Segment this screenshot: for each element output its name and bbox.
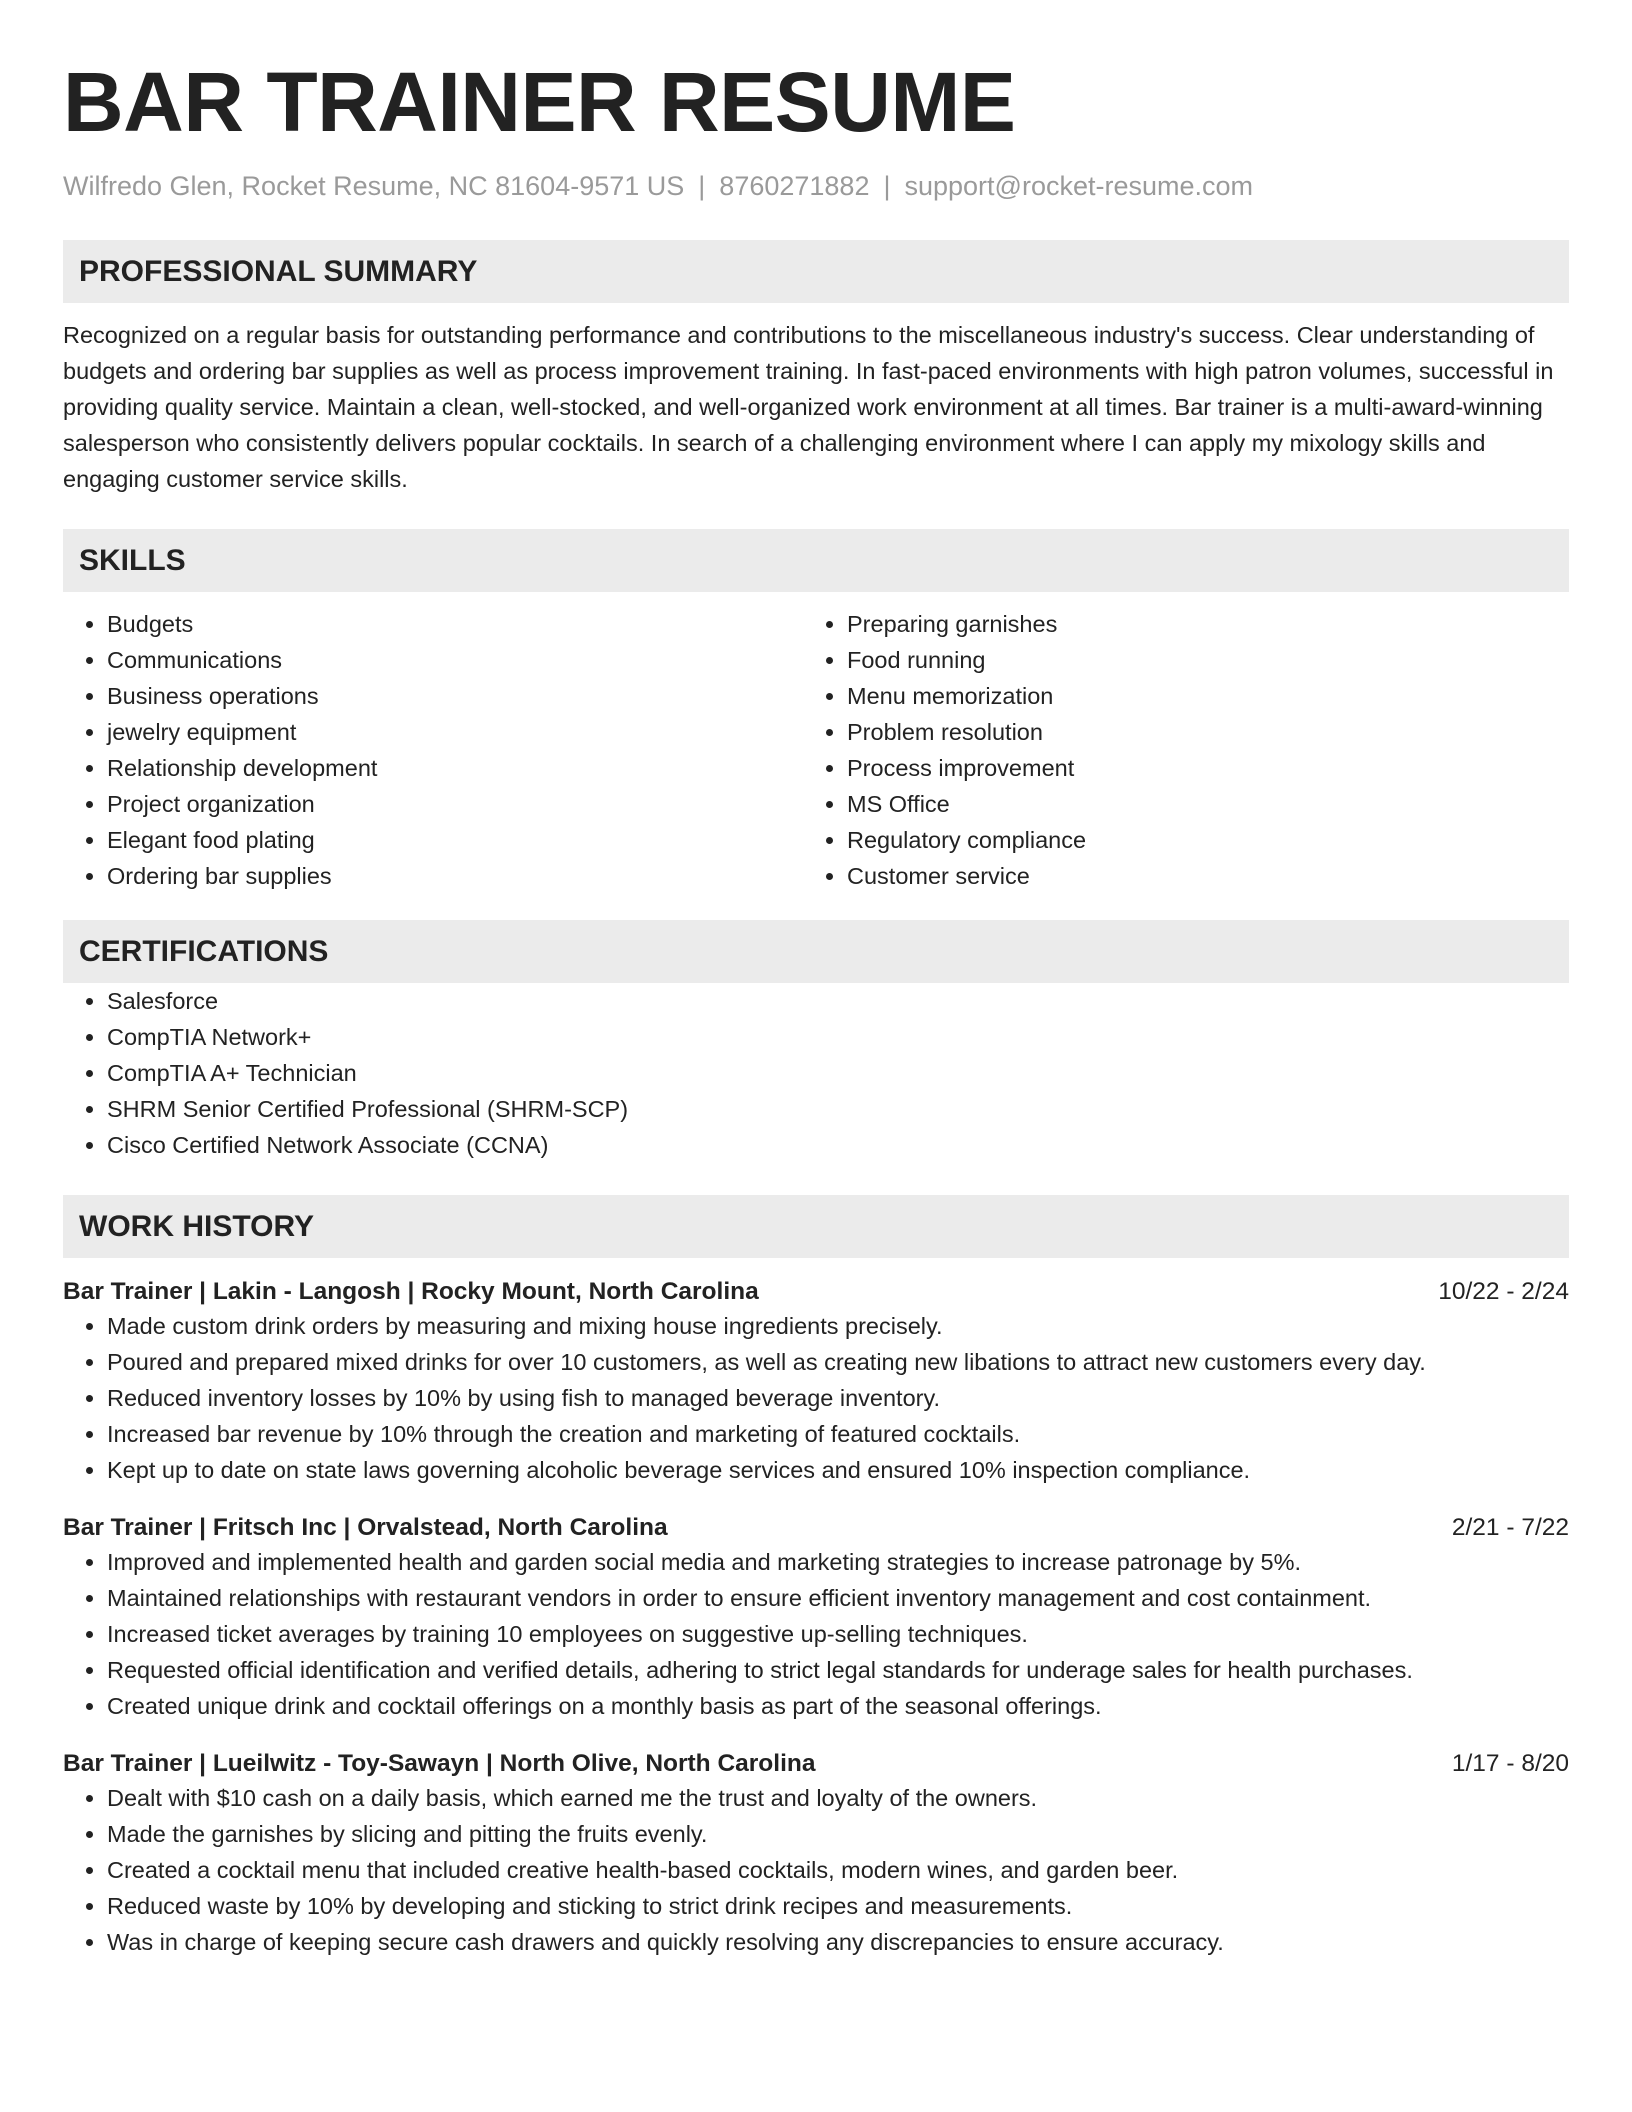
job-bullet: • Reduced inventory losses by 10% by using fish to managed beverage inventory. bbox=[107, 1380, 1569, 1416]
skill-item: • Budgets bbox=[107, 606, 803, 642]
job-bullet: • Created a cocktail menu that included creative health-based cocktails, modern wines, and garden beer. bbox=[107, 1852, 1569, 1888]
skill-item: • Elegant food plating bbox=[107, 822, 803, 858]
job-dates: 2/21 - 7/22 bbox=[1451, 1514, 1569, 1541]
certification-item: • CompTIA A+ Technician bbox=[107, 1055, 1569, 1091]
job-bullet: • Kept up to date on state laws governing alcoholic beverage services and ensured 10% inspection compliance. bbox=[107, 1452, 1569, 1488]
certification-item: • CompTIA Network+ bbox=[107, 1019, 1569, 1055]
skill-item: • Project organization bbox=[107, 786, 803, 822]
skill-item: • Communications bbox=[107, 642, 803, 678]
skill-item: • Problem resolution bbox=[847, 714, 1543, 750]
resume-title: BAR TRAINER RESUME bbox=[63, 55, 1016, 149]
job-title: Bar Trainer | Fritsch Inc | Orvalstead, North Carolina bbox=[63, 1514, 668, 1541]
job-entry bbox=[63, 1748, 1569, 1960]
job-bullet-list bbox=[63, 1544, 1569, 1724]
contact-separator: | bbox=[883, 171, 891, 201]
job-entry bbox=[63, 1512, 1569, 1724]
summary-text: Recognized on a regular basis for outstanding performance and contributions to the miscellaneous industry's success. Clear understanding of budgets and ordering bar supplies as well as process improvement training. In fast-paced environments with high patron volumes, successful in providing quality service. Maintain a clean, well-stocked, and well-organized work environment at all times. Bar trainer is a multi-award-winning salesperson who consistently delivers popular cocktails. In search of a challenging environment where I can apply my mixology skills and engaging customer service skills. bbox=[63, 322, 1554, 492]
job-bullet: • Made the garnishes by slicing and pitting the fruits evenly. bbox=[107, 1816, 1569, 1852]
job-bullet: • Made custom drink orders by measuring and mixing house ingredients precisely. bbox=[107, 1308, 1569, 1344]
job-bullet: • Created unique drink and cocktail offerings on a monthly basis as part of the seasonal offerings. bbox=[107, 1688, 1569, 1724]
certification-item: • Salesforce bbox=[107, 983, 1569, 1019]
job-header bbox=[63, 1748, 1569, 1780]
skill-item: • Ordering bar supplies bbox=[107, 858, 803, 894]
skill-item: • Menu memorization bbox=[847, 678, 1543, 714]
skills-section-heading: SKILLS bbox=[63, 529, 1569, 592]
contact-phone: 8760271882 bbox=[719, 171, 870, 201]
skill-item: • jewelry equipment bbox=[107, 714, 803, 750]
skill-item: • Relationship development bbox=[107, 750, 803, 786]
skill-item: • Regulatory compliance bbox=[847, 822, 1543, 858]
job-bullet: • Dealt with $10 cash on a daily basis, which earned me the trust and loyalty of the owners. bbox=[107, 1780, 1569, 1816]
skill-item: • Food running bbox=[847, 642, 1543, 678]
contact-separator: | bbox=[698, 171, 706, 201]
certifications-section-heading: CERTIFICATIONS bbox=[63, 920, 1569, 983]
job-bullet: • Was in charge of keeping secure cash drawers and quickly resolving any discrepancies to ensure accuracy. bbox=[107, 1924, 1569, 1960]
job-entry bbox=[63, 1276, 1569, 1488]
job-bullet: • Reduced waste by 10% by developing and sticking to strict drink recipes and measurements. bbox=[107, 1888, 1569, 1924]
job-title: Bar Trainer | Lakin - Langosh | Rocky Mount, North Carolina bbox=[63, 1278, 759, 1305]
skill-item: • Process improvement bbox=[847, 750, 1543, 786]
job-dates: 10/22 - 2/24 bbox=[1438, 1278, 1569, 1305]
job-bullet: • Increased ticket averages by training 10 employees on suggestive up-selling techniques. bbox=[107, 1616, 1569, 1652]
contact-email: support@rocket-resume.com bbox=[904, 171, 1254, 201]
job-header bbox=[63, 1512, 1569, 1544]
skills-columns bbox=[63, 606, 1569, 894]
skill-item: • MS Office bbox=[847, 786, 1543, 822]
certifications-list bbox=[63, 983, 1569, 1163]
skill-item: • Preparing garnishes bbox=[847, 606, 1543, 642]
work-history-section-heading: WORK HISTORY bbox=[63, 1195, 1569, 1258]
skill-item: • Customer service bbox=[847, 858, 1543, 894]
job-bullet: • Requested official identification and verified details, adhering to strict legal standards for underage sales for health purchases. bbox=[107, 1652, 1569, 1688]
job-bullet: • Poured and prepared mixed drinks for over 10 customers, as well as creating new libations to attract new customers every day. bbox=[107, 1344, 1569, 1380]
job-bullet-list bbox=[63, 1780, 1569, 1960]
certification-item: • SHRM Senior Certified Professional (SHRM-SCP) bbox=[107, 1091, 1569, 1127]
job-bullet: • Improved and implemented health and garden social media and marketing strategies to increase patronage by 5%. bbox=[107, 1544, 1569, 1580]
skills-list-left bbox=[63, 606, 803, 894]
skills-list-right bbox=[803, 606, 1543, 894]
job-bullet: • Maintained relationships with restaurant vendors in order to ensure efficient inventory management and cost containment. bbox=[107, 1580, 1569, 1616]
job-title: Bar Trainer | Lueilwitz - Toy-Sawayn | North Olive, North Carolina bbox=[63, 1750, 816, 1777]
contact-address: Wilfredo Glen, Rocket Resume, NC 81604-9571 US bbox=[63, 171, 685, 201]
skill-item: • Business operations bbox=[107, 678, 803, 714]
job-header bbox=[63, 1276, 1569, 1308]
job-bullet-list bbox=[63, 1308, 1569, 1488]
contact-line bbox=[63, 170, 1569, 202]
certification-item: • Cisco Certified Network Associate (CCNA) bbox=[107, 1127, 1569, 1163]
job-bullet: • Increased bar revenue by 10% through the creation and marketing of featured cocktails. bbox=[107, 1416, 1569, 1452]
job-dates: 1/17 - 8/20 bbox=[1451, 1750, 1569, 1777]
summary-section-heading: PROFESSIONAL SUMMARY bbox=[63, 240, 1569, 303]
